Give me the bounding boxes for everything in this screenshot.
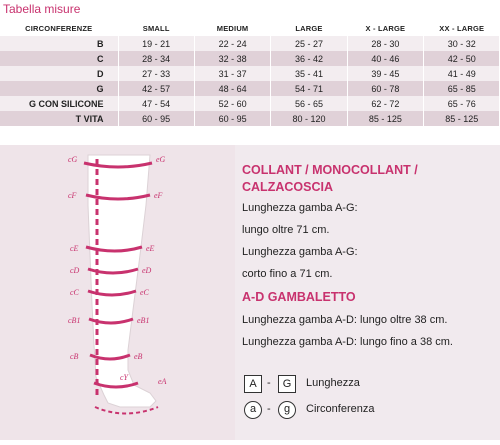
table-cell: 22 - 24	[194, 36, 270, 51]
label-cb1: cB1	[68, 316, 81, 325]
row-label: T VITA	[0, 111, 118, 126]
info-line-3: Lunghezza gamba A-G:	[242, 246, 358, 258]
legend-dash-2: -	[267, 403, 271, 415]
table-row	[0, 111, 500, 126]
label-ed: eD	[142, 266, 152, 275]
header-xx-large: XX - LARGE	[424, 20, 500, 36]
table-cell: 62 - 72	[347, 96, 423, 111]
table-cell: 52 - 60	[194, 96, 270, 111]
leg-diagram-panel	[0, 145, 235, 440]
table-cell: 28 - 30	[347, 36, 423, 51]
table-row	[0, 81, 500, 96]
table-cell: 31 - 37	[194, 66, 270, 81]
table-cell: 35 - 41	[271, 66, 347, 81]
table-cell: 28 - 34	[118, 51, 194, 66]
info-line-1: Lunghezza gamba A-G:	[242, 202, 358, 214]
table-row	[0, 36, 500, 51]
foot-arc	[95, 407, 158, 414]
table-cell: 32 - 38	[194, 51, 270, 66]
table-cell: 60 - 78	[347, 81, 423, 96]
heading-gambaletto: A-D GAMBALETTO	[242, 290, 356, 304]
lower-section	[0, 145, 500, 440]
label-eb: eB	[134, 352, 143, 361]
label-cc: cC	[70, 288, 79, 297]
table-cell: 41 - 49	[424, 66, 500, 81]
table-cell: 36 - 42	[271, 51, 347, 66]
heading-collant: COLLANT / MONOCOLLANT /	[242, 163, 418, 177]
header-medium: MEDIUM	[194, 20, 270, 36]
leg-diagram	[0, 145, 235, 440]
legend-circle-g: g	[278, 401, 296, 419]
table-header-row	[0, 20, 500, 36]
table-cell: 42 - 50	[424, 51, 500, 66]
header-large: LARGE	[271, 20, 347, 36]
label-cb: cB	[70, 352, 79, 361]
table-cell: 27 - 33	[118, 66, 194, 81]
legend-dash-1: -	[267, 377, 271, 389]
row-label: D	[0, 66, 118, 81]
table-cell: 39 - 45	[347, 66, 423, 81]
legend-box-g: G	[278, 375, 296, 393]
table-cell: 48 - 64	[194, 81, 270, 96]
table-cell: 40 - 46	[347, 51, 423, 66]
legend-label-circonferenza: Circonferenza	[306, 403, 375, 415]
page-title: Tabella misure	[3, 2, 81, 16]
legend-circle-a: a	[244, 401, 262, 419]
row-label: G	[0, 81, 118, 96]
table-cell: 19 - 21	[118, 36, 194, 51]
table-cell: 85 - 125	[424, 111, 500, 126]
table-cell: 42 - 57	[118, 81, 194, 96]
info-line-2: lungo oltre 71 cm.	[242, 224, 330, 236]
info-panel	[236, 145, 500, 440]
legend-box-a: A	[244, 375, 262, 393]
row-label: G CON SILICONE	[0, 96, 118, 111]
label-ea: eA	[158, 377, 167, 386]
heading-calzacoscia: CALZACOSCIA	[242, 180, 333, 194]
size-table	[0, 20, 500, 145]
table-row	[0, 66, 500, 81]
label-ee: eE	[146, 244, 155, 253]
header-small: SMALL	[118, 20, 194, 36]
label-ef: eF	[154, 191, 163, 200]
title-bar	[0, 0, 500, 18]
table-cell: 65 - 76	[424, 96, 500, 111]
label-eb1: eB1	[137, 316, 150, 325]
label-cf: cF	[68, 191, 77, 200]
table-cell: 60 - 95	[194, 111, 270, 126]
table-row	[0, 96, 500, 111]
label-eg: eG	[156, 155, 166, 164]
table-cell: 30 - 32	[424, 36, 500, 51]
info-line-4: corto fino a 71 cm.	[242, 268, 333, 280]
table-cell: 80 - 120	[271, 111, 347, 126]
info-line-5: Lunghezza gamba A-D: lungo oltre 38 cm.	[242, 314, 448, 326]
table-cell: 60 - 95	[118, 111, 194, 126]
table-cell: 85 - 125	[347, 111, 423, 126]
info-line-6: Lunghezza gamba A-D: lungo fino a 38 cm.	[242, 336, 453, 348]
row-label: C	[0, 51, 118, 66]
table-cell: 54 - 71	[271, 81, 347, 96]
label-cd: cD	[70, 266, 80, 275]
label-ec: eC	[140, 288, 149, 297]
table-cell: 65 - 85	[424, 81, 500, 96]
header-circonferenze: CIRCONFERENZE	[0, 20, 118, 36]
row-label: B	[0, 36, 118, 51]
label-cy: cY	[120, 373, 128, 382]
label-cg: cG	[68, 155, 78, 164]
label-ce: cE	[70, 244, 79, 253]
table-cell: 47 - 54	[118, 96, 194, 111]
table-cell: 25 - 27	[271, 36, 347, 51]
legend-label-lunghezza: Lunghezza	[306, 377, 360, 389]
header-x-large: X - LARGE	[347, 20, 423, 36]
table-cell: 56 - 65	[271, 96, 347, 111]
table-row	[0, 51, 500, 66]
